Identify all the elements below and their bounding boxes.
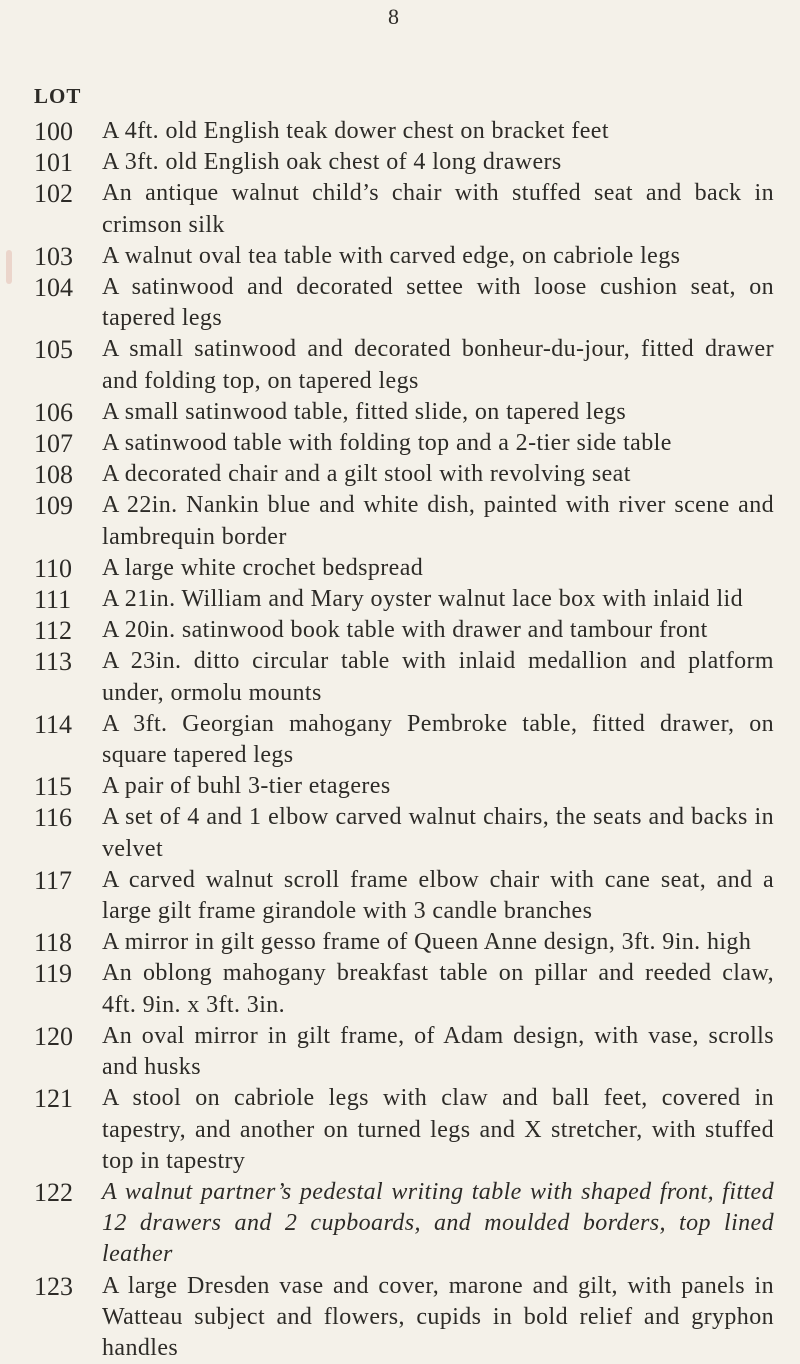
lot-number: 106 xyxy=(34,397,73,427)
lot-number: 107 xyxy=(34,429,73,459)
lot-entry xyxy=(34,1021,774,1083)
lot-description: A 22in. Nankin blue and white dish, painted with river scene and lambrequin border xyxy=(102,492,774,550)
lot-number: 101 xyxy=(34,148,73,178)
lot-number: 116 xyxy=(34,803,73,833)
lot-entry xyxy=(34,958,774,1020)
lot-entry xyxy=(34,178,774,240)
lot-entry xyxy=(34,709,774,771)
lot-description: A walnut partner’s pedestal writing table with shaped front, fitted 12 drawers and 2 cupboards, and moulded borders, top lined leather xyxy=(102,1178,774,1268)
lot-description: A satinwood and decorated settee with loose cushion seat, on tapered legs xyxy=(102,274,774,332)
lot-entry xyxy=(34,865,774,927)
lot-entry xyxy=(34,584,774,615)
lot-number: 112 xyxy=(34,616,73,646)
lot-description: A stool on cabriole legs with claw and ball feet, covered in tapestry, and another on turned legs and X stretcher, with stuffed top in tapestry xyxy=(102,1085,774,1174)
lot-number: 104 xyxy=(34,273,73,303)
lot-column-header: LOT xyxy=(34,84,82,108)
lot-description: A 20in. satinwood book table with drawer and tambour front xyxy=(102,617,708,644)
lot-number: 121 xyxy=(34,1084,73,1114)
lot-description: A mirror in gilt gesso frame of Queen Anne design, 3ft. 9in. high xyxy=(102,929,752,956)
lot-description: A carved walnut scroll frame elbow chair with cane seat, and a large gilt frame girandole with 3 candle branches xyxy=(102,866,774,925)
lot-description: A decorated chair and a gilt stool with revolving seat xyxy=(102,461,631,488)
lot-entry xyxy=(34,459,774,490)
lot-number: 115 xyxy=(34,772,73,802)
lot-entry xyxy=(34,490,774,552)
lot-entry xyxy=(34,802,774,864)
lot-number: 111 xyxy=(34,585,72,615)
lot-number: 102 xyxy=(34,179,73,209)
lot-description: A 23in. ditto circular table with inlaid medallion and platform under, ormolu mounts xyxy=(102,648,774,706)
lot-number: 114 xyxy=(34,709,73,739)
lot-description: A small satinwood table, fitted slide, on tapered legs xyxy=(102,398,627,425)
lot-entry xyxy=(34,272,774,334)
lot-number: 109 xyxy=(34,491,73,521)
lot-number: 103 xyxy=(34,241,73,271)
lot-number: 122 xyxy=(34,1177,73,1207)
lot-description: A set of 4 and 1 elbow carved walnut chairs, the seats and backs in velvet xyxy=(102,804,774,862)
lot-list xyxy=(34,116,774,1364)
lot-description: An oblong mahogany breakfast table on pillar and reeded claw, 4ft. 9in. x 3ft. 3in. xyxy=(102,960,774,1018)
page-number: 8 xyxy=(388,4,400,29)
lot-description: A 3ft. old English oak chest of 4 long drawers xyxy=(102,149,562,176)
lot-number: 113 xyxy=(34,647,73,677)
lot-entry xyxy=(34,927,774,958)
lot-entry xyxy=(34,241,774,272)
lot-description: A large white crochet bedspread xyxy=(102,554,424,581)
lot-number: 105 xyxy=(34,335,73,365)
lot-description: A satinwood table with folding top and a 2-tier side table xyxy=(102,430,672,457)
lot-description: An oval mirror in gilt frame, of Adam design, with vase, scrolls and husks xyxy=(102,1022,774,1081)
lot-description: An antique walnut child’s chair with stuffed seat and back in crimson silk xyxy=(102,180,774,238)
lot-description: A 3ft. Georgian mahogany Pembroke table, fitted drawer, on square tapered legs xyxy=(102,710,774,769)
lot-number: 123 xyxy=(34,1271,73,1301)
lot-entry xyxy=(34,771,774,802)
lot-number: 119 xyxy=(34,959,73,989)
lot-description: A 4ft. old English teak dower chest on bracket feet xyxy=(102,118,609,144)
lot-entry xyxy=(34,116,774,147)
lot-description: A 21in. William and Mary oyster walnut lace box with inlaid lid xyxy=(102,586,744,613)
lot-number: 117 xyxy=(34,865,73,895)
lot-number: 108 xyxy=(34,460,73,490)
lot-entry xyxy=(34,428,774,459)
lot-number: 118 xyxy=(34,928,73,958)
lot-number: 120 xyxy=(34,1021,73,1051)
lot-entry xyxy=(34,1083,774,1177)
lot-description: A large Dresden vase and cover, marone and gilt, with panels in Watteau subject and flowers, cupids in bold relief and gryphon handles xyxy=(102,1272,774,1361)
paper-stain xyxy=(6,250,12,284)
lot-description: A pair of buhl 3-tier etageres xyxy=(102,773,391,800)
lot-entry xyxy=(34,334,774,396)
lot-entry xyxy=(34,553,774,584)
lot-description: A walnut oval tea table with carved edge, on cabriole legs xyxy=(102,242,681,269)
lot-entry xyxy=(34,1177,774,1271)
lot-description: A small satinwood and decorated bonheur-du-jour, fitted drawer and folding top, on tapered legs xyxy=(102,336,774,394)
lot-entry xyxy=(34,1271,774,1364)
lot-entry xyxy=(34,397,774,428)
lot-number: 110 xyxy=(34,553,73,583)
lot-entry xyxy=(34,147,774,178)
lot-number: 100 xyxy=(34,117,73,146)
lot-entry xyxy=(34,615,774,646)
lot-entry xyxy=(34,646,774,708)
